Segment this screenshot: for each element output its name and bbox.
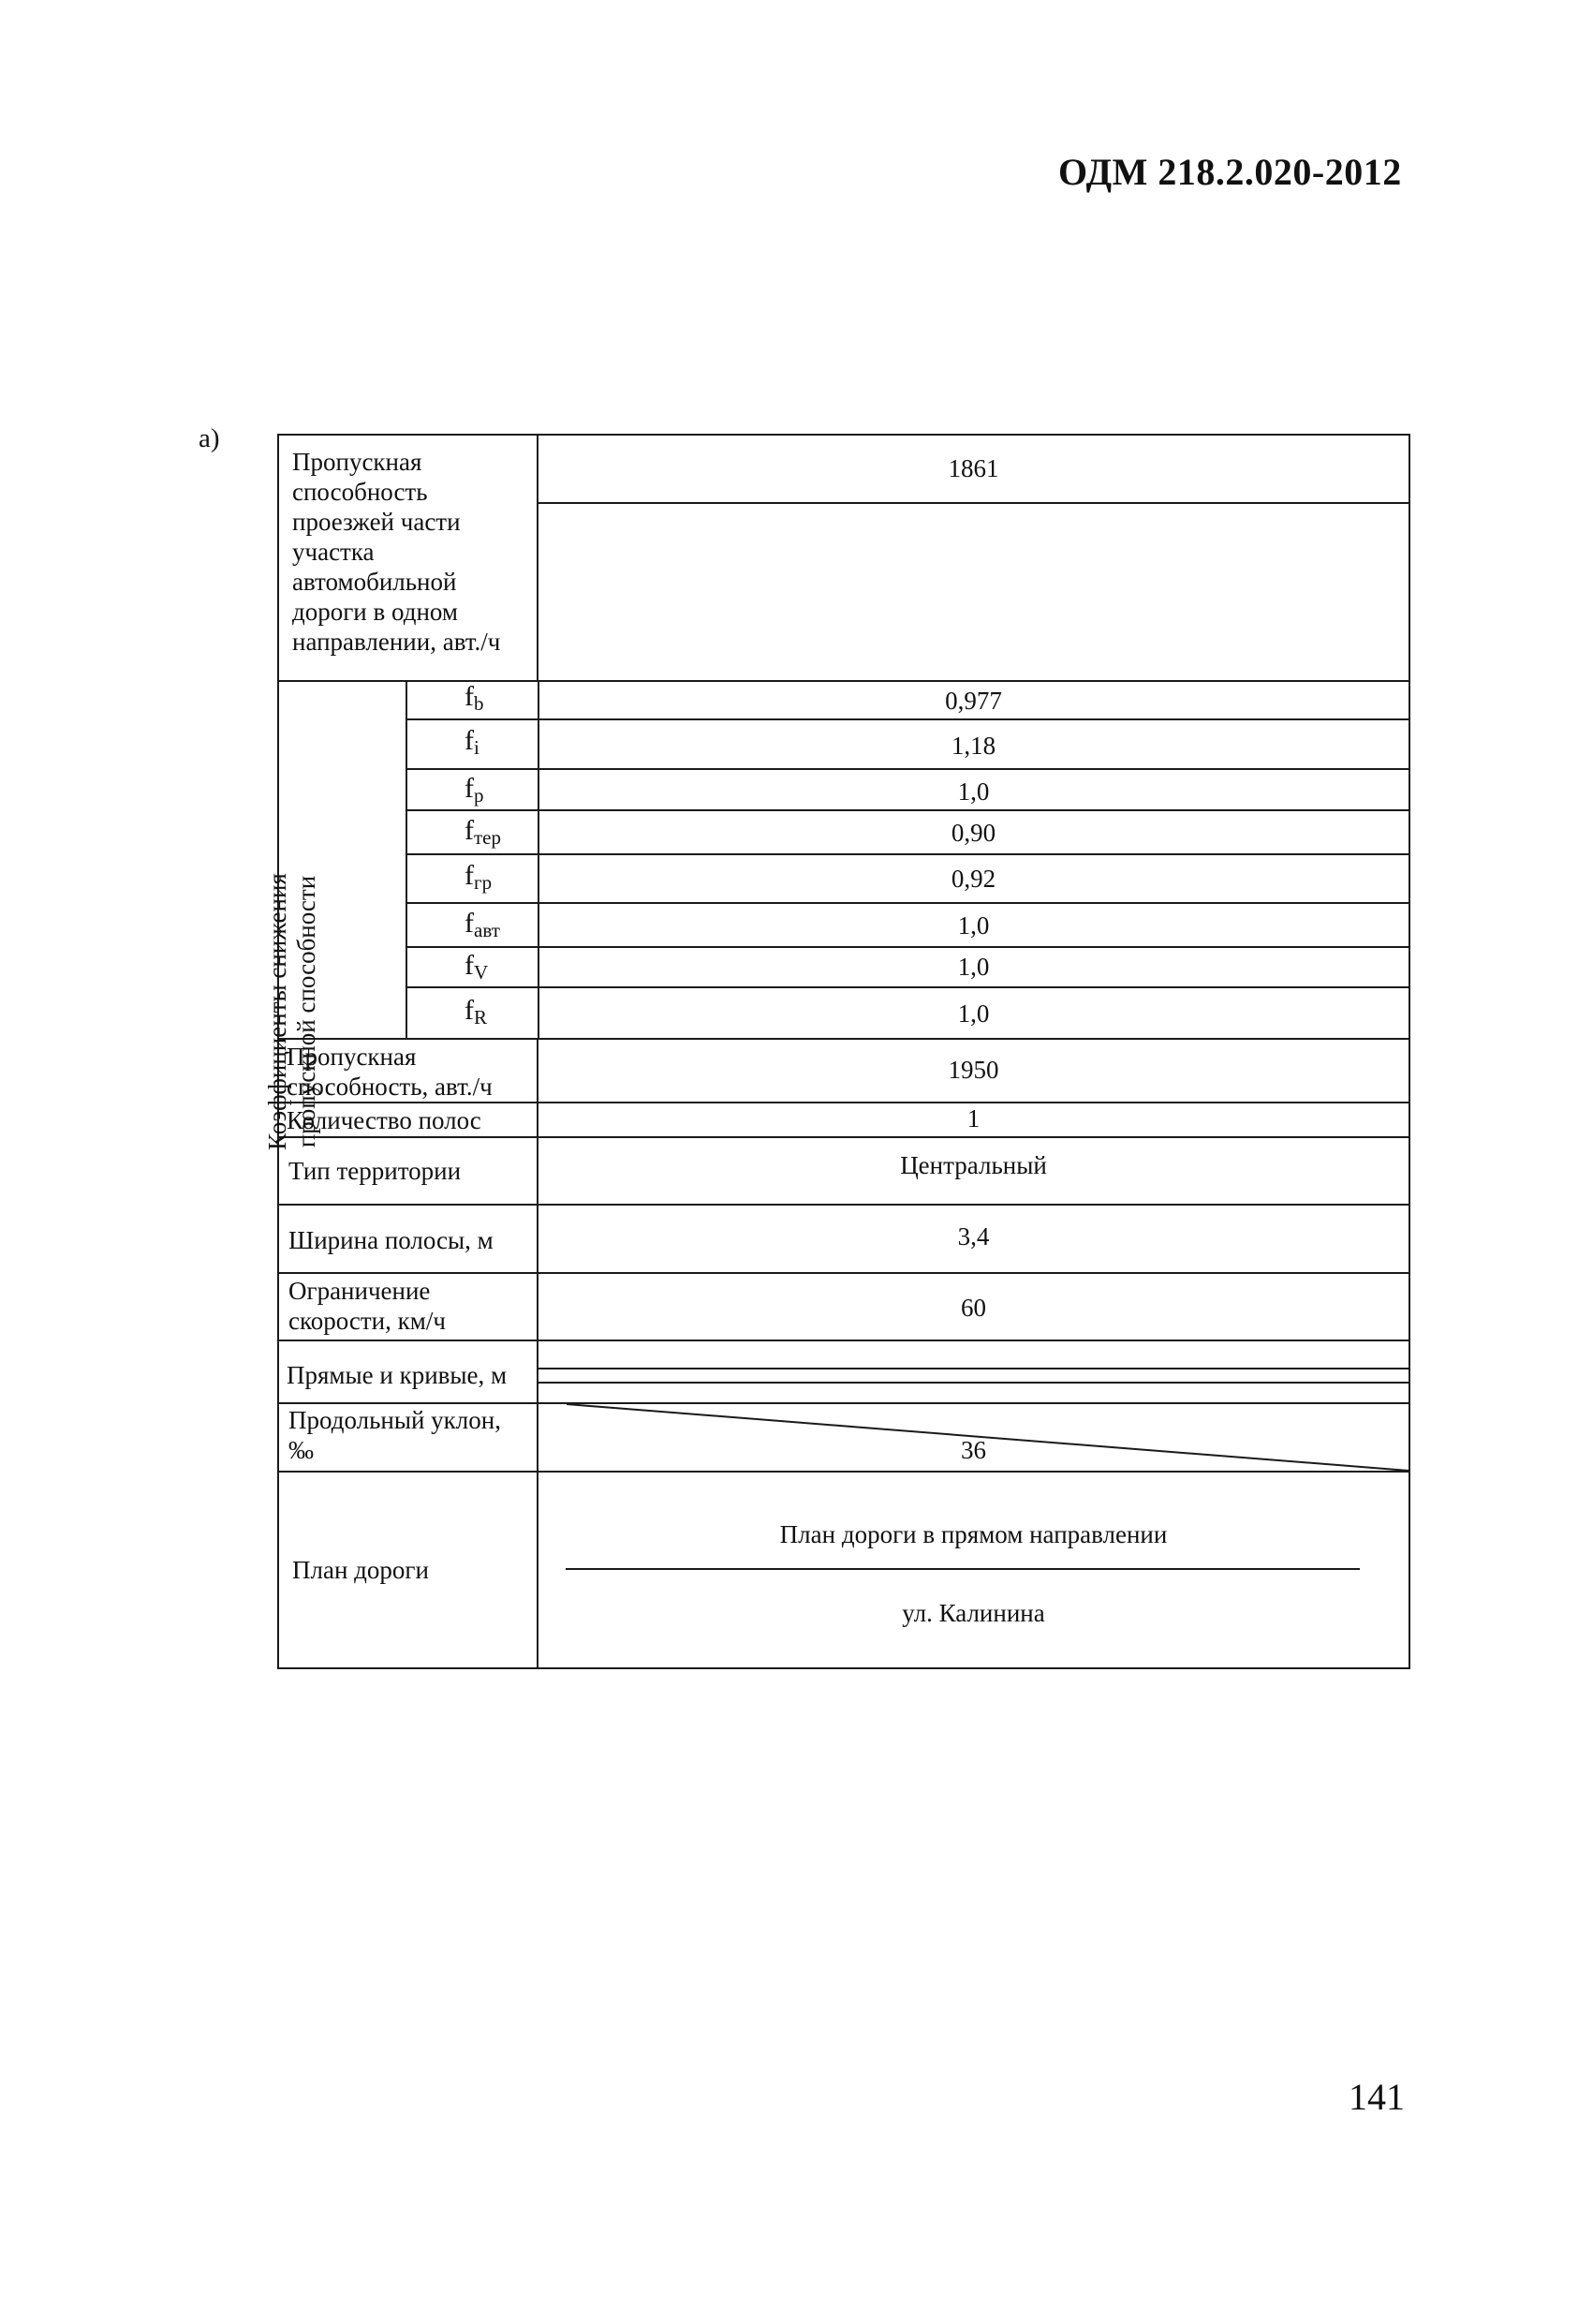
coef-symbol-fb: $f_b$ bbox=[465, 681, 484, 715]
road-plan-label: План дороги bbox=[292, 1556, 429, 1584]
coef-symbol-favt: $f_{авт}$ bbox=[465, 908, 500, 941]
row-divider bbox=[406, 902, 1410, 904]
row-divider bbox=[406, 768, 1410, 770]
row-divider bbox=[406, 986, 1410, 988]
row-divider bbox=[277, 1340, 1410, 1341]
row-divider bbox=[406, 946, 1410, 948]
row-divider bbox=[277, 1204, 1410, 1206]
coef-value-fv: 1,0 bbox=[957, 953, 990, 981]
coef-symbol-fi: $f_i$ bbox=[465, 725, 479, 759]
coef-value-fi: 1,18 bbox=[951, 732, 996, 760]
coef-value-favt: 1,0 bbox=[957, 911, 990, 940]
territory-value: Центральный bbox=[900, 1151, 1047, 1179]
capacity-direction-value: 1861 bbox=[948, 454, 999, 482]
territory-label: Тип территории bbox=[288, 1157, 462, 1185]
document-code: ОДМ 218.2.020-2012 bbox=[1058, 151, 1402, 193]
capacity-value: 1950 bbox=[948, 1056, 999, 1084]
row-divider bbox=[277, 1038, 1410, 1040]
coef-symbol-fgr: $f_{гр}$ bbox=[465, 860, 493, 894]
grade-label: Продольный уклон, ‰ bbox=[288, 1406, 501, 1464]
capacity-label: Пропускная способность, авт./ч bbox=[287, 1043, 493, 1101]
table-border-right bbox=[1409, 434, 1410, 1669]
lane-width-value: 3,4 bbox=[957, 1222, 990, 1251]
row-divider bbox=[406, 809, 1410, 811]
lanes-label: Количество полос bbox=[287, 1106, 481, 1134]
row-divider bbox=[538, 1368, 1410, 1369]
coef-symbol-fv: $f_V$ bbox=[465, 950, 489, 984]
coef-value-fgr: 0,92 bbox=[951, 865, 996, 893]
table-border-bottom bbox=[277, 1667, 1410, 1669]
row-divider bbox=[538, 1382, 1410, 1384]
row-divider bbox=[277, 680, 1410, 682]
coef-symbol-fr: $f_R$ bbox=[465, 995, 488, 1029]
row-divider bbox=[406, 853, 1410, 855]
coef-symbol-fter: $f_{тер}$ bbox=[465, 815, 501, 849]
column-divider bbox=[406, 680, 407, 1038]
coef-symbol-fp: $f_p$ bbox=[465, 773, 484, 807]
coef-value-fter: 0,90 bbox=[951, 819, 996, 847]
coef-value-fb: 0,977 bbox=[945, 687, 1002, 715]
road-plan-street: ул. Калинина bbox=[902, 1599, 1045, 1627]
table-border-top bbox=[277, 434, 1410, 436]
row-divider bbox=[406, 718, 1410, 720]
capacity-direction-label: Пропускная способность проезжей части участка автомобильной дороги в одном направлении, авт./ч bbox=[292, 448, 501, 656]
row-divider bbox=[538, 502, 1410, 504]
grade-value: 36 bbox=[961, 1436, 986, 1464]
row-divider bbox=[277, 1136, 1410, 1138]
lane-width-label: Ширина полосы, м bbox=[288, 1226, 494, 1254]
coef-value-fp: 1,0 bbox=[957, 777, 990, 806]
lanes-value: 1 bbox=[966, 1104, 981, 1132]
coefficients-group-label: Коэффициенты снижения пропускной способности bbox=[263, 873, 320, 1150]
speed-limit-value: 60 bbox=[961, 1294, 986, 1322]
coef-value-fr: 1,0 bbox=[957, 999, 990, 1028]
page-number: 141 bbox=[1349, 2076, 1405, 2118]
section-label: а) bbox=[199, 423, 220, 453]
road-plan-direction-text: План дороги в прямом направлении bbox=[779, 1520, 1168, 1548]
road-plan-line bbox=[566, 1568, 1360, 1570]
speed-limit-label: Ограничение скорости, км/ч bbox=[288, 1277, 446, 1335]
straights-curves-label: Прямые и кривые, м bbox=[287, 1361, 508, 1389]
row-divider bbox=[277, 1272, 1410, 1274]
